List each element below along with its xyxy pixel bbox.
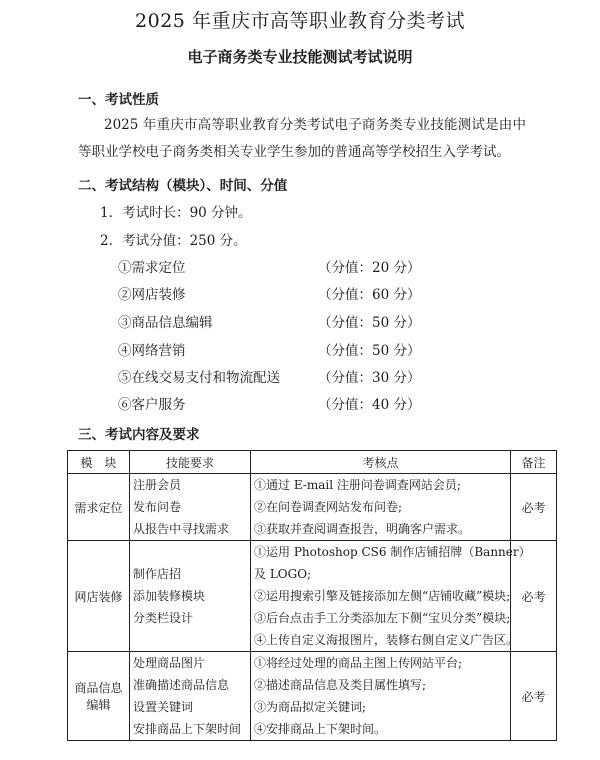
skill-item: 准确描述商品信息 bbox=[133, 678, 230, 692]
module-cell: 网店装修 bbox=[68, 541, 130, 652]
module-score: （分值：30 分） bbox=[318, 370, 421, 386]
assessment-point: ②在问卷调查网站发布问卷; bbox=[254, 500, 403, 514]
module-list-item: ⑤在线交易支付和物流配送 bbox=[118, 370, 280, 386]
module-list-item: ①需求定位 bbox=[118, 260, 186, 276]
column-header-assessment-points: 考核点 bbox=[251, 451, 511, 474]
assessment-point: 及 LOGO; bbox=[254, 567, 312, 581]
assessment-point: ④上传自定义海报图片，装修右侧自定义广告区。 bbox=[254, 633, 519, 647]
note-cell: 必考 bbox=[511, 474, 557, 541]
module-score: （分值：60 分） bbox=[318, 287, 421, 303]
module-cell: 需求定位 bbox=[68, 474, 130, 541]
section-3-heading: 三、考试内容及要求 bbox=[78, 427, 200, 443]
assessment-point: ②运用搜索引擎及链接添加左侧“店铺收藏”模块; bbox=[254, 589, 511, 603]
module-score: （分值：50 分） bbox=[318, 315, 421, 331]
section-1-paragraph: 2025 年重庆市高等职业教育分类考试电子商务类专业技能测试是由中等职业学校电子商务类相关专业学生参加的普通高等学校招生入学考试。 bbox=[78, 117, 526, 160]
points-cell bbox=[251, 652, 511, 741]
skill-item: 制作店招 bbox=[133, 567, 182, 581]
skill-item: 添加装修模块 bbox=[133, 589, 206, 603]
assessment-point: ③为商品拟定关键词; bbox=[254, 700, 367, 714]
assessment-point: ③后台点击手工分类添加左下侧“宝贝分类”模块; bbox=[254, 611, 511, 625]
skill-item: 从报告中寻找需求 bbox=[133, 522, 230, 536]
skills-cell bbox=[130, 474, 251, 541]
points-cell bbox=[251, 474, 511, 541]
assessment-point: ④安排商品上下架时间。 bbox=[254, 722, 387, 736]
skill-item: 发布问卷 bbox=[133, 500, 182, 514]
module-cell: 商品信息编辑 bbox=[68, 652, 130, 741]
assessment-point: ①将经过处理的商品主图上传网站平台; bbox=[254, 656, 463, 670]
skills-cell bbox=[130, 541, 251, 652]
table-row bbox=[68, 474, 557, 541]
skill-item: 安排商品上下架时间 bbox=[133, 722, 242, 736]
skill-item: 注册会员 bbox=[133, 478, 182, 492]
document-subtitle: 电子商务类专业技能测试考试说明 bbox=[187, 48, 413, 66]
assessment-point: ①通过 E-mail 注册问卷调查网站会员; bbox=[254, 478, 461, 492]
column-header-skills: 技能要求 bbox=[130, 451, 251, 474]
note-cell: 必考 bbox=[511, 541, 557, 652]
column-header-module: 模 块 bbox=[68, 451, 130, 474]
module-list-item: ③商品信息编辑 bbox=[118, 315, 213, 331]
section-1-heading: 一、考试性质 bbox=[78, 92, 159, 108]
skills-cell bbox=[130, 652, 251, 741]
column-header-note: 备注 bbox=[511, 451, 557, 474]
skill-item: 处理商品图片 bbox=[133, 656, 206, 670]
note-cell: 必考 bbox=[511, 652, 557, 741]
skill-item: 分类栏设计 bbox=[133, 611, 194, 625]
assessment-point: ①运用 Photoshop CS6 制作店铺招牌（Banner） bbox=[254, 545, 531, 559]
assessment-point: ③获取并查阅调查报告，明确客户需求。 bbox=[254, 522, 471, 536]
module-score: （分值：50 分） bbox=[318, 343, 421, 359]
content-requirements-table bbox=[67, 450, 557, 741]
table-row bbox=[68, 541, 557, 652]
exam-total-score: 2．考试分值：250 分。 bbox=[100, 233, 247, 249]
exam-duration: 1．考试时长：90 分钟。 bbox=[100, 205, 252, 221]
skill-item: 设置关键词 bbox=[133, 700, 194, 714]
assessment-point: ②描述商品信息及类目属性填写; bbox=[254, 678, 427, 692]
module-score: （分值：40 分） bbox=[318, 397, 421, 413]
module-score: （分值：20 分） bbox=[318, 260, 421, 276]
table-header-row bbox=[68, 451, 557, 474]
section-2-heading: 二、考试结构（模块）、时间、分值 bbox=[78, 178, 288, 194]
points-cell bbox=[251, 541, 531, 652]
module-list-item: ⑥客户服务 bbox=[118, 397, 186, 413]
table-row bbox=[68, 652, 557, 741]
document-title: 2025 年重庆市高等职业教育分类考试 bbox=[135, 10, 465, 32]
module-list-item: ④网络营销 bbox=[118, 343, 186, 359]
module-list-item: ②网店装修 bbox=[118, 287, 186, 303]
